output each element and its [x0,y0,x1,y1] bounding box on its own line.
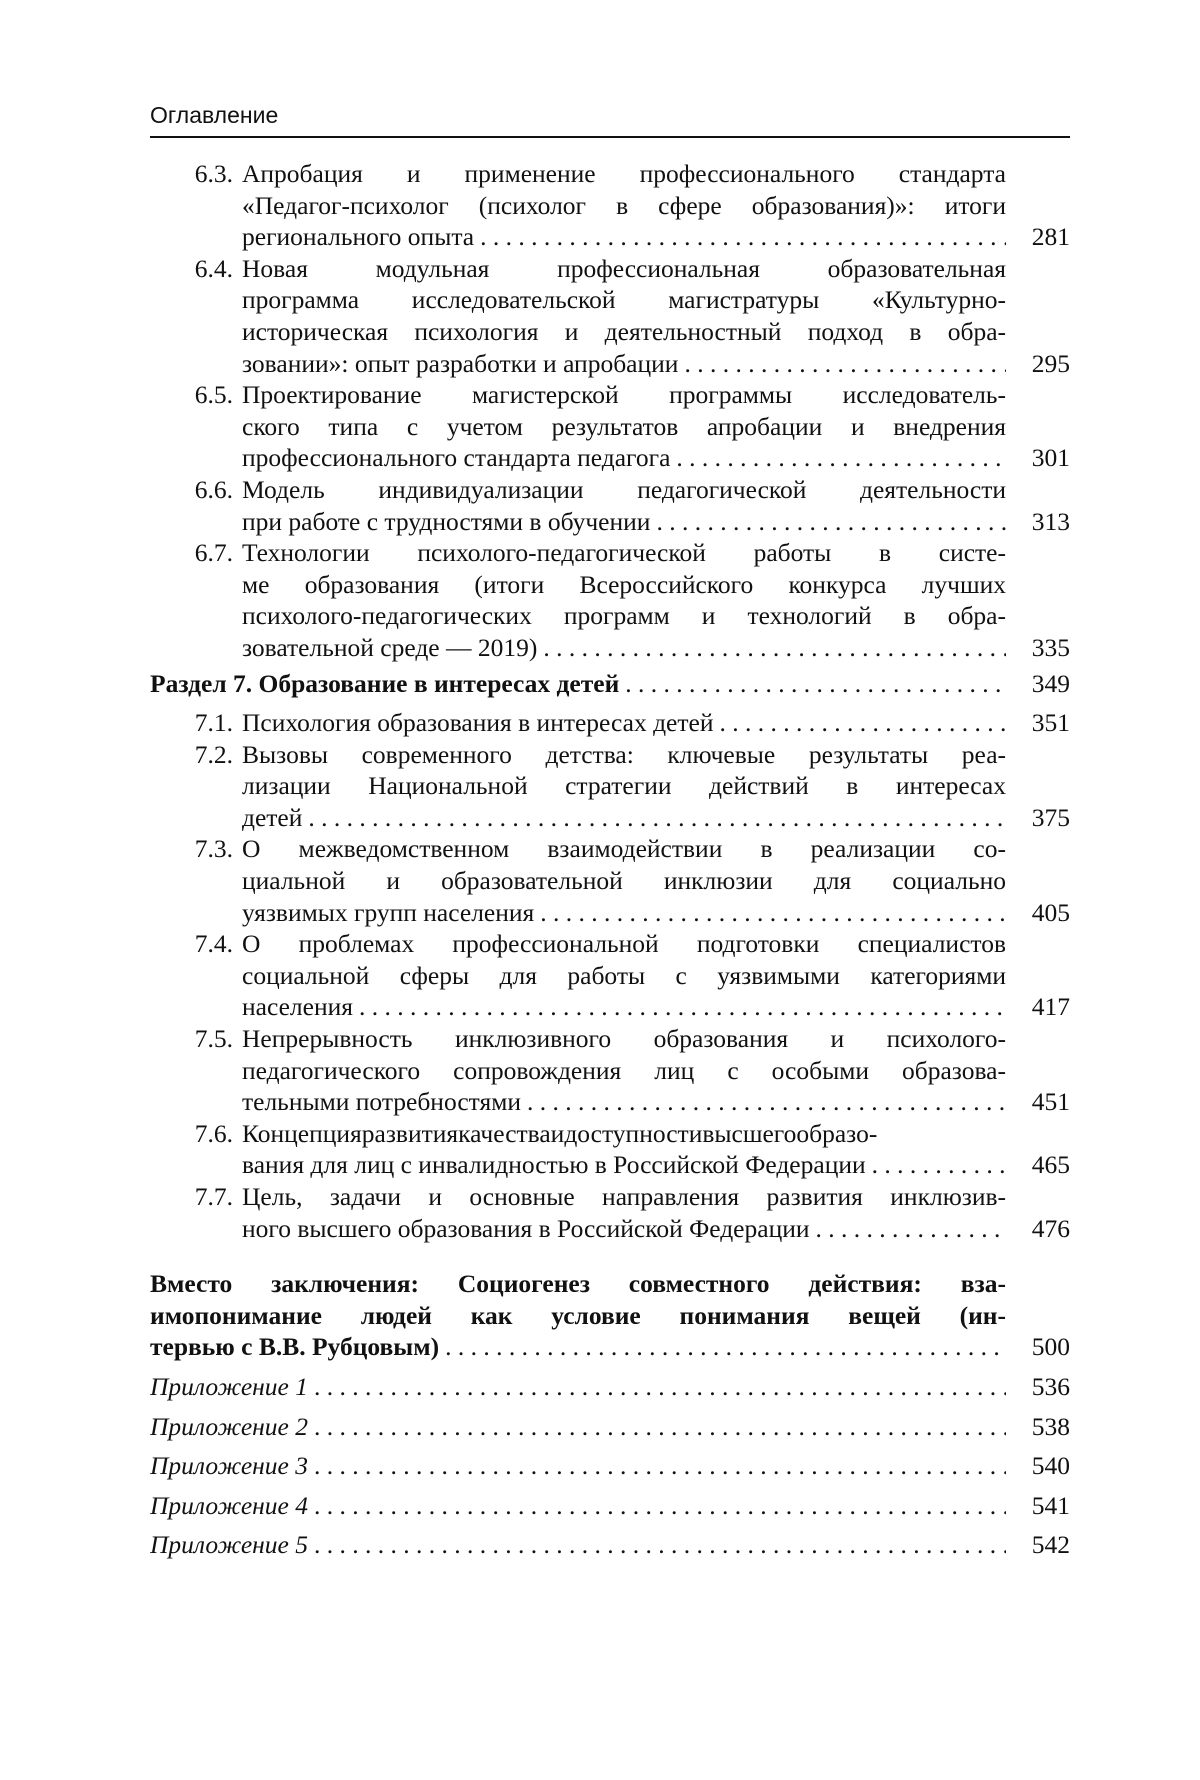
entry-number: 7.7. [194,1182,233,1211]
entry-text: тельными потребностями [242,1087,521,1117]
page-number: 540 [1031,1451,1070,1481]
appendix-entry[interactable] [150,1371,1070,1403]
page-number: 375 [1031,802,1070,832]
toc-entry[interactable] [150,739,1070,834]
entry-text: Приложение 1 [150,1371,309,1401]
leader-dots [678,348,1006,380]
entry-line [242,802,1006,834]
page-number: 451 [1031,1087,1070,1117]
toc-entry[interactable] [150,1181,1070,1244]
page-number: 417 [1031,992,1070,1022]
entry-text: при работе с трудностями в обучении [242,506,651,536]
entry-line: ского типа с учетом результатов апробации и внедрения [242,411,1006,441]
appendix-entry[interactable] [150,1490,1070,1522]
entry-text: ного высшего образования в Российской Федерации [242,1213,810,1243]
appendix-title [150,1411,1006,1443]
page-number: 541 [1031,1490,1070,1520]
page [150,100,1070,1569]
leader-dots [650,506,1006,538]
entry-line: программа исследовательской магистратуры «Культурно- [242,285,1006,315]
entry-line: имопонимание людей как условие понимания вещей (ин- [150,1300,1006,1330]
entry-number: 7.6. [194,1118,233,1148]
entry-line [150,1411,1006,1443]
entry-number: 7.2. [194,739,233,769]
appendix-entry[interactable] [150,1411,1070,1443]
appendix-entry[interactable] [150,1450,1070,1482]
entry-text: Психология образования в интересах детей [242,708,714,738]
entry-line: О проблемах профессиональной подготовки специалистов [242,929,1006,959]
leader-dots [353,991,1006,1023]
entry-line: социальной сферы для работы с уязвимыми категориями [242,960,1006,990]
page-number: 542 [1031,1530,1070,1560]
entry-number: 7.4. [194,929,233,959]
appendix-title [150,1490,1006,1522]
appendix-title [150,1371,1006,1403]
entry-number: 7.1. [194,708,233,738]
chapter-6-entries [150,158,1070,664]
entry-line [150,1371,1006,1403]
toc-entry[interactable] [150,158,1070,253]
entry-title [242,1023,1006,1118]
entry-line: «Педагог-психолог (психолог в сфере образования)»: итоги [242,190,1006,220]
entry-line [150,1331,1006,1363]
entry-title [242,1118,1006,1181]
appendix-title [150,1529,1006,1561]
running-head: Оглавление [150,100,1070,138]
entry-line: Непрерывность инклюзивного образования и психолого- [242,1024,1006,1054]
section-7-heading[interactable] [150,668,1070,700]
page-number: 349 [1031,668,1070,698]
entry-title [242,474,1006,537]
page-number: 538 [1031,1411,1070,1441]
toc-entry[interactable] [150,707,1070,739]
leader-dots [439,1331,1006,1363]
entry-line: педагогического сопровождения лиц с особыми образова- [242,1055,1006,1085]
appendix-entry[interactable] [150,1529,1070,1561]
page-number: 313 [1031,506,1070,536]
page-number: 351 [1031,708,1070,738]
leader-dots [302,802,1006,834]
entry-line: О межведомственном взаимодействии в реализации со- [242,834,1006,864]
entry-text: уязвимых групп населения [242,897,535,927]
appendices-list [150,1371,1070,1561]
leader-dots [308,1371,1006,1403]
toc-entry[interactable] [150,253,1070,379]
leader-dots [810,1213,1006,1245]
entry-line [242,1086,1006,1118]
entry-number: 7.3. [194,834,233,864]
entry-number: 6.3. [194,159,233,188]
entry-line: циальной и образовательной инклюзии для социально [242,866,1006,896]
entry-line: Вызовы современного детства: ключевые результаты реа- [242,739,1006,769]
leader-dots [308,1411,1006,1443]
entry-text: регионального опыта [242,222,475,252]
page-number: 476 [1031,1213,1070,1243]
entry-line: Концепцияразвитиякачестваидоступностивысшегообразо- [242,1118,878,1148]
leader-dots [714,707,1007,739]
entry-title [242,253,1006,379]
entry-line [242,707,1006,739]
leader-dots [474,221,1006,253]
page-number: 500 [1031,1332,1070,1362]
page-number: 301 [1031,443,1070,473]
entry-text: зовательной среде — 2019) [242,632,538,662]
appendix-title [150,1450,1006,1482]
entry-text: вания для лиц с инвалидностью в Российской Федерации [242,1150,866,1180]
leader-dots [619,668,1006,700]
leader-dots [308,1529,1006,1561]
entry-line: Новая модульная профессиональная образовательная [242,253,1006,283]
conclusion-entry[interactable] [150,1268,1070,1363]
entry-number: 6.4. [194,253,233,283]
entry-line: историческая психология и деятельностный подход в обра- [242,316,1006,346]
entry-number: 6.6. [194,474,233,504]
leader-dots [308,1490,1006,1522]
entry-line [242,506,1006,538]
toc-entry[interactable] [150,474,1070,537]
entry-line [242,897,1006,929]
entry-title [242,739,1006,834]
entry-text: тервью с В.В. Рубцовым) [150,1332,440,1362]
entry-line [150,1490,1006,1522]
page-number: 295 [1031,348,1070,378]
entry-title [242,833,1006,928]
entry-text: зовании»: опыт разработки и апробации [242,348,679,378]
entry-title [242,1181,1006,1244]
toc-entry[interactable] [150,928,1070,1023]
leader-dots [521,1086,1006,1118]
entry-number: 6.5. [194,380,233,410]
leader-dots [537,632,1006,664]
entry-title [242,707,1006,739]
entry-text: детей [242,802,303,832]
entry-number: 7.5. [194,1024,233,1054]
toc-entry[interactable] [150,1118,1070,1181]
entry-line [150,1529,1006,1561]
page-number: 405 [1031,897,1070,927]
leader-dots [670,442,1006,474]
entry-text: населения [242,992,353,1022]
entry-line: лизации Национальной стратегии действий в интересах [242,771,1006,801]
entry-title [242,537,1006,663]
entry-line: Модель индивидуализации педагогической деятельности [242,474,1006,504]
entry-text: Приложение 5 [150,1530,309,1560]
entry-title [242,158,1006,253]
leader-dots [308,1450,1006,1482]
entry-line: Апробация и применение профессионального стандарта [242,159,1006,188]
entry-title [242,928,1006,1023]
toc-entry[interactable] [150,379,1070,474]
entry-text: Приложение 3 [150,1451,309,1481]
entry-line [242,221,1006,253]
section-title: Раздел 7. Образование в интересах детей [150,668,620,698]
leader-dots [866,1149,1006,1181]
entry-line: Технологии психолого-педагогической работы в систе- [242,538,1006,568]
entry-line: Цель, задачи и основные направления развития инклюзив- [242,1182,1006,1211]
toc-entry[interactable] [150,537,1070,663]
entry-line: психолого-педагогических программ и технологий в обра- [242,601,1006,631]
entry-line [242,442,1006,474]
toc-entry[interactable] [150,833,1070,928]
page-number: 536 [1031,1371,1070,1401]
entry-line: Вместо заключения: Социогенез совместного действия: вза- [150,1269,1006,1299]
entry-text: Приложение 2 [150,1411,309,1441]
toc-entry[interactable] [150,1023,1070,1118]
conclusion-title [150,1268,1006,1363]
table-of-contents [150,158,1070,1561]
entry-line: ме образования (итоги Всероссийского конкурса лучших [242,569,1006,599]
leader-dots [534,897,1006,929]
entry-line: Проектирование магистерской программы исследователь- [242,380,1006,410]
page-number: 465 [1031,1150,1070,1180]
entry-line [242,348,1006,380]
entry-text: Приложение 4 [150,1490,309,1520]
entry-line [150,1450,1006,1482]
entry-number: 6.7. [194,538,233,568]
page-number: 335 [1031,632,1070,662]
entry-line [242,991,1006,1023]
chapter-7-entries [150,707,1070,1244]
entry-line [242,1213,1006,1245]
entry-title [242,379,1006,474]
entry-line [242,632,1006,664]
page-number: 281 [1031,222,1070,252]
entry-line [242,1149,1006,1181]
entry-text: профессионального стандарта педагога [242,443,671,473]
